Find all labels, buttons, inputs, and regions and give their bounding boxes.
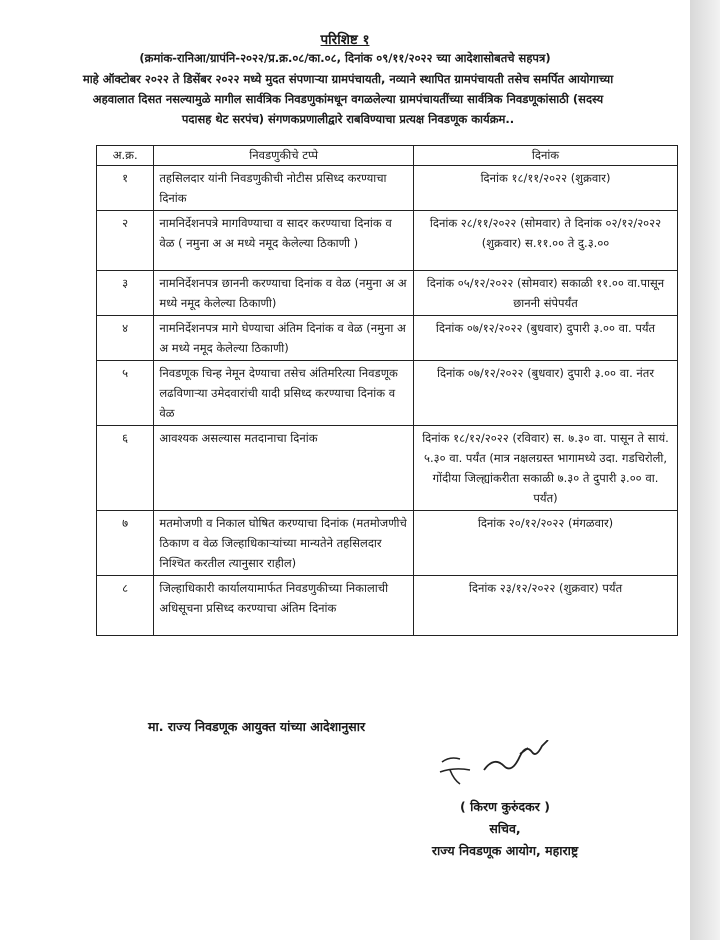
row-stage-text: जिल्हाधिकारी कार्यालयामार्फत निवडणुकीच्या निकालाची अधिसूचना प्रसिध्द करण्याचा अंतिम दिनांक: [159, 581, 389, 615]
table-row: [97, 211, 678, 271]
table-row: [97, 426, 678, 511]
reference-line: (क्रमांक-रानिआ/ग्रापंनि-२०२२/प्र.क्र.०८/का.०८, दिनांक ०९/११/२०२२ च्या आदेशासोबतचे सहपत्र): [139, 51, 551, 65]
row-stage: निवडणूक चिन्ह नेमून देण्याचा तसेच अंतिमरित्या निवडणूक लढविणाऱ्या उमेदवारांची यादी प्रसिध्द करण्याचा दिनांक व वेळ: [154, 361, 414, 426]
row-date: दिनांक २३/१२/२०२२ (शुक्रवार) पर्यंत: [414, 576, 678, 636]
signer-organization: राज्य निवडणूक आयोग, महाराष्ट्र: [431, 843, 579, 858]
order-line: मा. राज्य निवडणूक आयुक्त यांच्या आदेशानुसार: [148, 719, 366, 734]
row-date: दिनांक ०७/१२/२०२२ (बुधवार) दुपारी ३.०० वा. नंतर: [414, 361, 678, 426]
table-row: [97, 576, 678, 636]
row-serial: ६: [97, 426, 154, 511]
row-serial: २: [97, 211, 154, 271]
row-serial: ७: [97, 511, 154, 576]
row-date: दिनांक ०५/१२/२०२२ (सोमवार) सकाळी ११.०० वा.पासून छाननी संपेपर्यंत: [414, 271, 678, 316]
row-serial: ५: [97, 361, 154, 426]
table-row: [97, 271, 678, 316]
row-stage: नामनिर्देशनपत्र छाननी करण्याचा दिनांक व वेळ (नमुना अ अ मध्ये नमूद केलेल्या ठिकाणी): [154, 271, 414, 316]
table-header-row: [97, 146, 678, 166]
row-stage: मतमोजणी व निकाल घोषित करण्याचा दिनांक (मतमोजणीचे ठिकाण व वेळ जिल्हाधिकाऱ्यांच्या मान्यतेने तहसिलदार निश्चित करतील त्यानुसार राहील): [154, 511, 414, 576]
row-stage: [154, 211, 414, 271]
header-date: दिनांक: [414, 146, 678, 166]
document-title: परिशिष्ट १: [320, 32, 370, 48]
row-date: दिनांक ०७/१२/२०२२ (बुधवार) दुपारी ३.०० वा. पर्यंत: [414, 316, 678, 361]
row-date: दिनांक २०/१२/२०२२ (मंगळवार): [414, 511, 678, 576]
row-stage-text: नामनिर्देशनपत्रे मागविण्याचा व सादर करण्याचा दिनांक व वेळ ( नमुना अ अ मध्ये नमूद केलेल्या ठिकाणी ): [159, 216, 392, 250]
handwritten-signature: [436, 740, 586, 798]
signer-name: ( किरण कुरुंदकर ): [460, 799, 550, 814]
table-row: [97, 361, 678, 426]
signer-title: सचिव,: [489, 821, 521, 836]
row-stage: नामनिर्देशनपत्र मागे घेण्याचा अंतिम दिनांक व वेळ (नमुना अ अ मध्ये नमूद केलेल्या ठिकाणी): [154, 316, 414, 361]
page-edge: [690, 0, 720, 940]
row-date: दिनांक १८/११/२०२२ (शुक्रवार): [414, 166, 678, 211]
table-row: [97, 166, 678, 211]
signatory-block: [400, 796, 610, 862]
table-row: [97, 511, 678, 576]
row-stage: [154, 576, 414, 636]
row-serial: ४: [97, 316, 154, 361]
row-serial: १: [97, 166, 154, 211]
header-stage: निवडणुकीचे टप्पे: [154, 146, 414, 166]
row-stage: तहसिलदार यांनी निवडणुकीची नोटीस प्रसिध्द करण्याचा दिनांक: [154, 166, 414, 211]
row-stage: आवश्यक असल्यास मतदानाचा दिनांक: [154, 426, 414, 511]
row-serial: ३: [97, 271, 154, 316]
row-serial: ८: [97, 576, 154, 636]
row-date: दिनांक २८/११/२०२२ (सोमवार) ते दिनांक ०२/१२/२०२२ (शुक्रवार) स.११.०० ते दु.३.००: [414, 211, 678, 271]
table-row: [97, 316, 678, 361]
header-serial: अ.क्र.: [97, 146, 154, 166]
row-date: दिनांक १८/१२/२०२२ (रविवार) स. ७.३० वा. पासून ते सायं. ५.३० वा. पर्यंत (मात्र नक्षलग्रस्त भागामध्ये उदा. गडचिरोली, गोंदीया जिल्ह्यांकरीता सकाळी ७.३० ते दुपारी ३.०० वा. पर्यंत): [414, 426, 678, 511]
schedule-table: [96, 145, 678, 636]
intro-paragraph: माहे ऑक्टोबर २०२२ ते डिसेंबर २०२२ मध्ये मुदत संपणाऱ्या ग्रामपंचायती, नव्याने स्थापित ग्रामपंचायती तसेच समर्पित आयोगाच्या अहवालात दिसत नसल्यामुळे मागील सार्वत्रिक निवडणुकांमधून वगळलेल्या ग्रामपंचायतींच्या सार्वत्रिक निवडणूकांसाठी (सदस्य पदासह थेट सरपंच) संगणकप्रणालीद्वारे राबविण्याचा प्रत्यक्ष निवडणूक कार्यक्रम..: [82, 72, 614, 126]
